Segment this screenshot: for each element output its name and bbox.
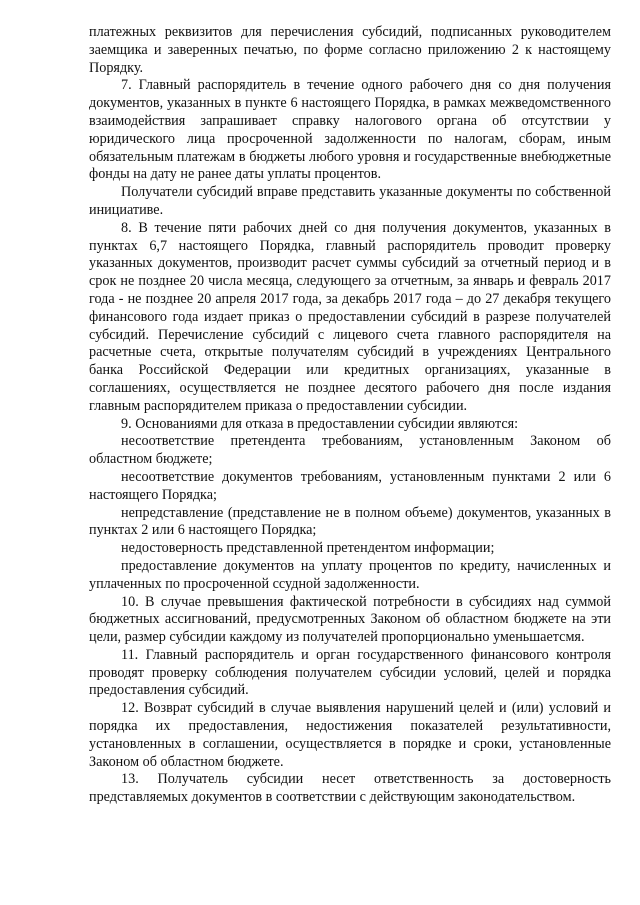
paragraph-refusal-reason-5: предоставление документов на уплату процентов по кредиту, начисленных и уплаченных по просроченной ссудной задолженности.	[89, 557, 611, 592]
paragraph-clause-12: 12. Возврат субсидий в случае выявления нарушений целей и (или) условий и порядка их предоставления, недостижения показателей результативности, установленных в соглашении, осуществляется в порядке и сроки, установленные Законом об областном бюджете.	[89, 700, 611, 770]
paragraph-clause-10: 10. В случае превышения фактической потребности в субсидиях над суммой бюджетных ассигнований, предусмотренных Законом об областном бюджете на эти цели, размер субсидии каждому из получателей пропорционально уменьшаетсмя.	[89, 593, 611, 646]
paragraph-own-initiative: Получатели субсидий вправе представить указанные документы по собственной инициативе.	[89, 184, 611, 218]
paragraph-refusal-reason-2: несоответствие документов требованиям, установленным пунктами 2 или 6 настоящего Порядка;	[89, 468, 611, 503]
paragraph-clause-13: 13. Получатель субсидии несет ответственность за достоверность представляемых документов в соответствии с действующим законодательством.	[89, 771, 611, 806]
paragraph-clause-7: 7. Главный распорядитель в течение одного рабочего дня со дня получения документов, указанных в пункте 6 настоящего Порядка, в рамках межведомственного взаимодействия запрашивает справку налогового органа об отсутствии у юридического лица просроченной задолженности по налогам, сборам, иным обязательным платежам в бюджеты любого уровня и государственные внебюджетные фонды на дату не ранее даты уплаты процентов.	[89, 77, 611, 183]
paragraph-clause-8: 8. В течение пяти рабочих дней со дня получения документов, указанных в пунктах 6,7 настоящего Порядка, главный распорядитель проводит проверку указанных документов, производит расчет суммы субсидий за отчетный период и в срок не позднее 20 числа месяца, следующего за отчетным, за январь и февраль 2017 года - не позднее 20 апреля 2017 года, за декабрь 2017 года – до 27 декабря текущего финансового года издает приказ о предоставлении субсидий в разрезе получателей субсидий. Перечисление субсидий с лицевого счета главного распорядителя на расчетные счета, открытые получателям субсидий в учреждениях Центрального банка Российской Федерации или кредитных организациях, указанные в соглашениях, осуществляется не позднее десятого рабочего дня после издания главным распорядителем приказа о предоставлении субсидии.	[89, 219, 611, 414]
paragraph-refusal-reason-1: несоответствие претендента требованиям, установленным Законом об областном бюджете;	[89, 433, 611, 468]
document-body	[89, 24, 611, 807]
paragraph-clause-11: 11. Главный распорядитель и орган государственного финансового контроля проводят проверку соблюдения получателем субсидии условий, целей и порядка предоставления субсидий.	[89, 646, 611, 699]
paragraph-refusal-reason-3: непредставление (представление не в полном объеме) документов, указанных в пунктах 2 или 6 настоящего Порядка;	[89, 504, 611, 539]
paragraph-payment-details: платежных реквизитов для перечисления субсидий, подписанных руководителем заемщика и заверенных печатью, по форме согласно приложению 2 к настоящему Порядку.	[89, 24, 611, 76]
paragraph-clause-9: 9. Основаниями для отказа в предоставлении субсидии являются:	[121, 415, 519, 432]
paragraph-refusal-reason-4: недостоверность представленной претендентом информации;	[121, 540, 495, 557]
